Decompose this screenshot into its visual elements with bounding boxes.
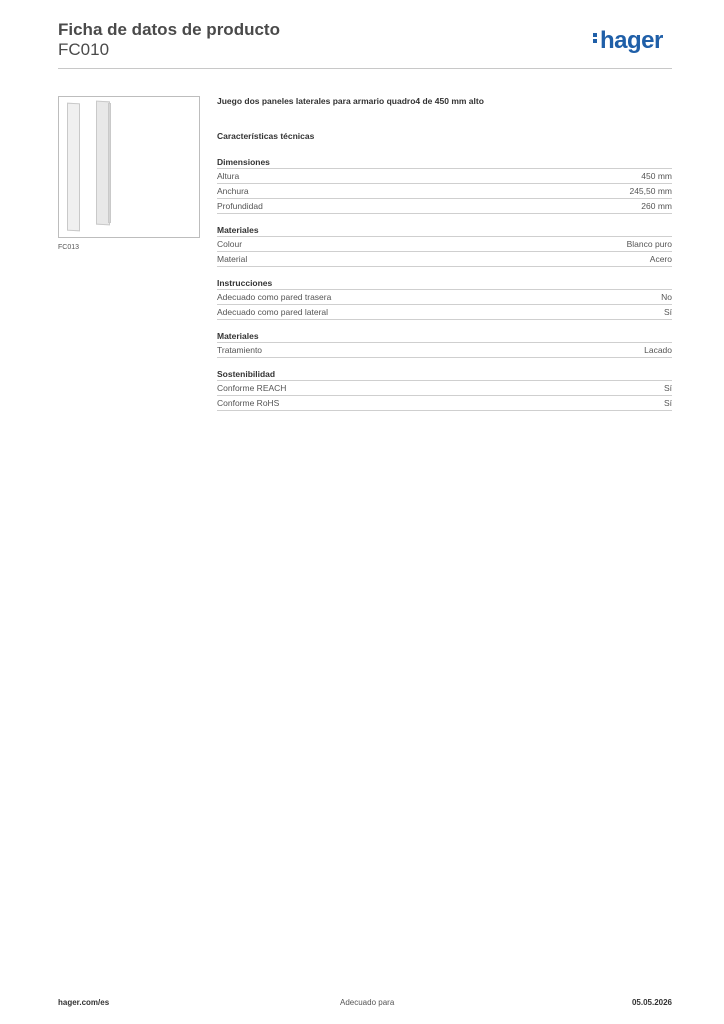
hager-logo (593, 27, 663, 55)
section-title: Instrucciones (217, 278, 273, 288)
spec-value: Sí (663, 398, 672, 408)
spec-label: Adecuado como pared trasera (217, 292, 332, 302)
spec-row (217, 304, 672, 320)
side-panel-left (67, 103, 80, 232)
spec-row (217, 342, 672, 358)
logo-dots-icon (593, 31, 598, 45)
spec-section (217, 330, 672, 358)
spec-row (217, 380, 672, 395)
spec-row (217, 198, 672, 214)
spec-section (217, 368, 672, 411)
section-title: Materiales (217, 331, 259, 341)
spec-row (217, 251, 672, 267)
spec-value: Blanco puro (626, 239, 672, 249)
section-title: Sostenibilidad (217, 369, 276, 379)
footer-center-text: Adecuado para (340, 998, 395, 1007)
spec-content (217, 96, 672, 421)
spec-label: Material (217, 254, 248, 264)
technical-characteristics-title: Características técnicas (217, 131, 315, 141)
spec-section (217, 224, 672, 267)
spec-label: Conforme RoHS (217, 398, 280, 408)
spec-label: Conforme REACH (217, 383, 287, 393)
spec-label: Tratamiento (217, 345, 263, 355)
section-title: Dimensiones (217, 157, 270, 167)
spec-label: Profundidad (217, 201, 263, 211)
product-description: Juego dos paneles laterales para armario quadro4 de 450 mm alto (217, 96, 484, 106)
spec-value: 245,50 mm (629, 186, 672, 196)
spec-label: Adecuado como pared lateral (217, 307, 329, 317)
spec-value: 260 mm (641, 201, 672, 211)
footer-date: 05.05.2026 (631, 998, 672, 1007)
spec-value: Sí (663, 307, 672, 317)
section-title: Materiales (217, 225, 259, 235)
spec-row (217, 289, 672, 304)
page-title: Ficha de datos de producto (58, 20, 280, 39)
spec-value: No (661, 292, 672, 302)
spec-value: 450 mm (641, 171, 672, 181)
spec-row (217, 395, 672, 411)
product-image (58, 96, 200, 238)
logo-text: hager (600, 27, 663, 54)
spec-section (217, 277, 672, 320)
spec-value: Sí (663, 383, 672, 393)
spec-value: Lacado (644, 345, 672, 355)
image-caption: FC013 (58, 244, 80, 251)
footer-website: hager.com/es (58, 998, 110, 1007)
header-divider (58, 68, 672, 69)
spec-row (217, 183, 672, 198)
spec-label: Altura (217, 171, 240, 181)
spec-label: Anchura (217, 186, 249, 196)
product-code: FC010 (58, 40, 110, 59)
spec-row (217, 168, 672, 183)
spec-label: Colour (217, 239, 243, 249)
spec-value: Acero (649, 254, 672, 264)
spec-section (217, 156, 672, 214)
side-panel-edge (108, 103, 111, 223)
spec-row (217, 236, 672, 251)
spec-sections (217, 156, 672, 411)
